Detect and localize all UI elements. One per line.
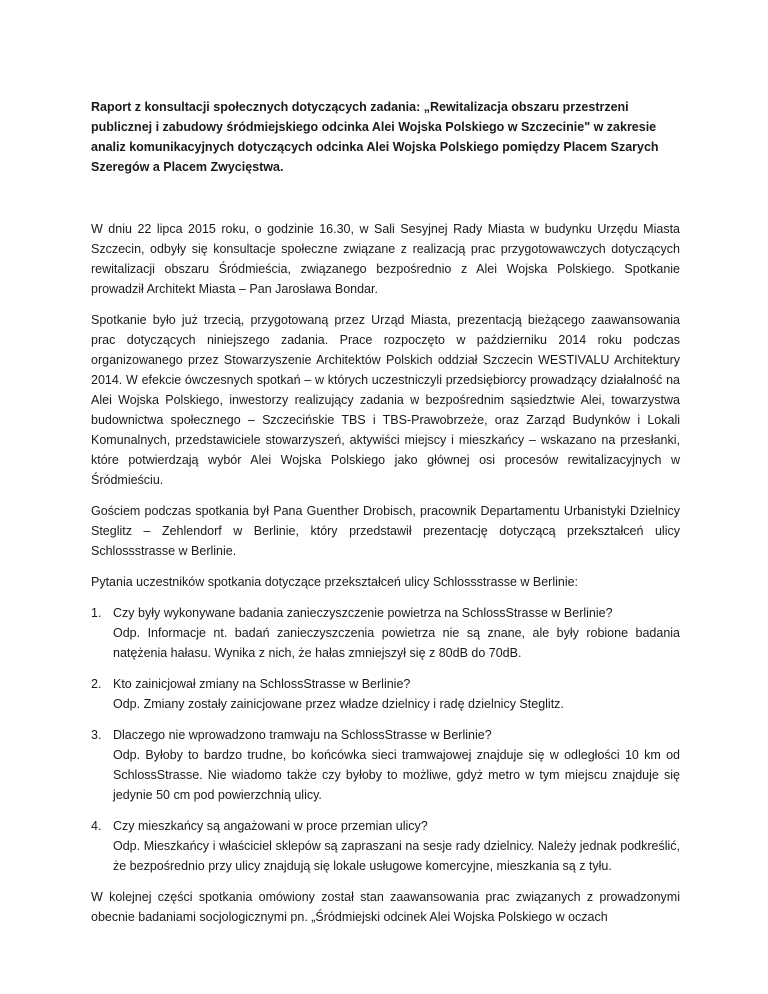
paragraph-background: Spotkanie było już trzecią, przygotowaną przez Urząd Miasta, prezentacją bieżącego zaawansowania prac dotyczących niniejszego zadania. Prace rozpoczęto w październiku 2014 roku podczas organizowanego przez Stowarzyszenie Architektów Polskich oddział Szczecin WESTIVALU Architektury 2014. W efekcie ówczesnych spotkań – w których uczestniczyli przedsiębiorcy prowadzący działalność na Alei Wojska Polskiego, inwestorzy realizujący zadania w bezpośrednim sąsiedztwie Alei, towarzystwa budownictwa społecznego – Szczecińskie TBS i TBS-Prawobrzeże, oraz Zarząd Budynków i Lokali Komunalnych, przedstawiciele stowarzyszeń, aktywiści miejscy i mieszkańcy – wskazano na przesłanki, które potwierdzają wybór Alei Wojska Polskiego jako głównej osi procesów rewitalizacyjnych w Śródmieściu. bbox=[91, 313, 680, 487]
question-text: Dlaczego nie wprowadzono tramwaju na SchlossStrasse w Berlinie? bbox=[113, 728, 492, 742]
answer-text: Odp. Zmiany zostały zainicjowane przez władze dzielnicy i radę dzielnicy Steglitz. bbox=[113, 697, 564, 711]
questions-intro: Pytania uczestników spotkania dotyczące przekształceń ulicy Schlossstrasse w Berlinie: bbox=[91, 575, 579, 589]
paragraph-guest: Gościem podczas spotkania był Pana Guenther Drobisch, pracownik Departamentu Urbanistyki Dzielnicy Steglitz – Zehlendorf w Berlinie, który przedstawił prezentację dotyczącą przekształceń ulicy Schlossstrasse w Berlinie. bbox=[91, 504, 680, 558]
answer-text: Odp. Informacje nt. badań zanieczyszczenia powietrza nie są znane, ale były robione badania natężenia hałasu. Wynika z nich, że hałas zmniejszył się z 80dB do 70dB. bbox=[113, 626, 680, 660]
question-text: Kto zainicjował zmiany na SchlossStrasse w Berlinie? bbox=[113, 677, 411, 691]
question-text: Czy były wykonywane badania zanieczyszczenie powietrza na SchlossStrasse w Berlinie? bbox=[113, 606, 613, 620]
paragraph-closing: W kolejnej części spotkania omówiony został stan zaawansowania prac związanych z prowadzonymi obecnie badaniami socjologicznymi pn. „Śródmiejski odcinek Alei Wojska Polskiego w oczach bbox=[91, 890, 680, 924]
paragraph-meeting-info: W dniu 22 lipca 2015 roku, o godzinie 16.30, w Sali Sesyjnej Rady Miasta w budynku Urzędu Miasta Szczecin, odbyły się konsultacje społeczne związane z realizacją prac przygotowawczych dotyczących rewitalizacji obszaru Śródmieścia, związanego bezpośrednio z Alei Wojska Polskiego. Spotkanie prowadził Architekt Miasta – Pan Jarosława Bondar. bbox=[91, 222, 680, 296]
document-title: Raport z konsultacji społecznych dotyczących zadania: „Rewitalizacja obszaru przestrzeni publicznej i zabudowy śródmiejskiego odcinka Alei Wojska Polskiego w Szczecinie" w zakresie analiz komunikacyjnych dotyczących odcinka Alei Wojska Polskiego pomiędzy Placem Szarych Szeregów a Placem Zwycięstwa. bbox=[91, 100, 659, 174]
document-page bbox=[91, 97, 680, 938]
question-number: 3. bbox=[91, 728, 102, 742]
question-number: 1. bbox=[91, 606, 102, 620]
question-item bbox=[91, 816, 680, 876]
question-item bbox=[91, 674, 680, 714]
question-item bbox=[91, 603, 680, 663]
question-number: 4. bbox=[91, 819, 102, 833]
question-text: Czy mieszkańcy są angażowani w proce przemian ulicy? bbox=[113, 819, 428, 833]
question-item bbox=[91, 725, 680, 805]
answer-text: Odp. Byłoby to bardzo trudne, bo końcówka sieci tramwajowej znajduje się w odległości 10 km od SchlossStrasse. Nie wiadomo także czy byłoby to możliwe, gdyż metro w tym miejscu znajduje się jedynie 50 cm pod powierzchnią ulicy. bbox=[113, 748, 680, 802]
answer-text: Odp. Mieszkańcy i właściciel sklepów są zapraszani na sesje rady dzielnicy. Należy jednak podkreślić, że bezpośrednio przy ulicy znajdują się lokale usługowe komercyjne, mieszkania są z tyłu. bbox=[113, 839, 680, 873]
question-number: 2. bbox=[91, 677, 102, 691]
questions-list bbox=[91, 603, 680, 876]
